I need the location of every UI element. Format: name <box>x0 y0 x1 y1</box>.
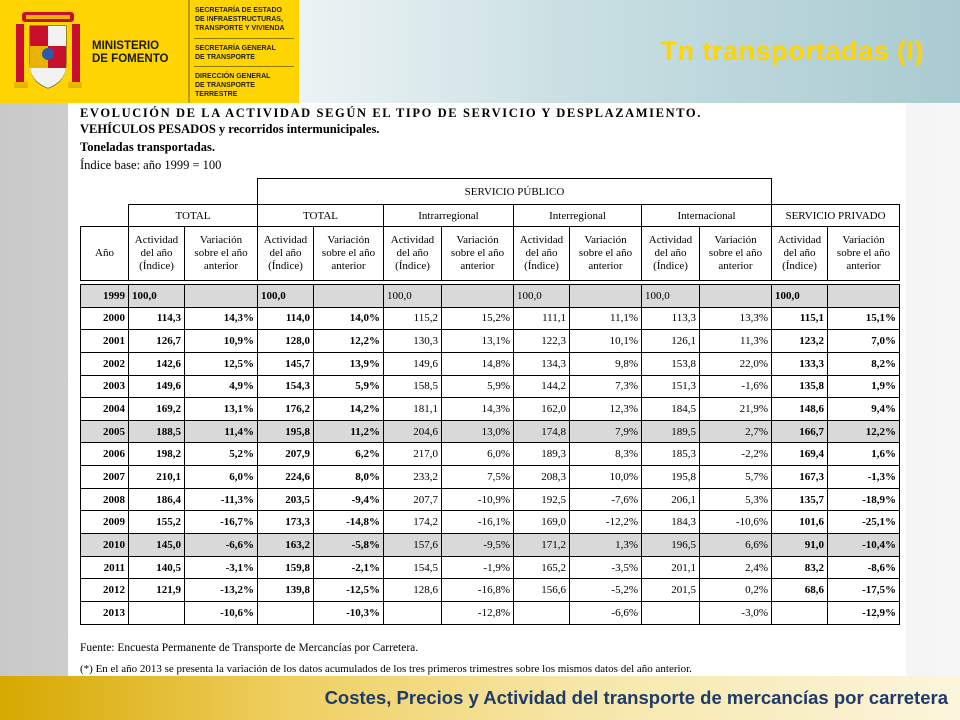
activity-cell: 123,2 <box>772 330 828 353</box>
activity-cell: 140,5 <box>129 556 185 579</box>
activity-cell: 100,0 <box>258 285 314 308</box>
variation-cell: 8,3% <box>570 443 642 466</box>
table-row <box>81 443 900 466</box>
header-band <box>0 0 960 103</box>
variation-cell: 11,3% <box>700 330 772 353</box>
variation-cell: 11,2% <box>314 420 384 443</box>
activity-cell: 208,3 <box>514 466 570 489</box>
variation-cell: 10,9% <box>185 330 258 353</box>
activity-cell: 201,5 <box>642 579 700 602</box>
activity-cell: 122,3 <box>514 330 570 353</box>
activity-cell: 185,3 <box>642 443 700 466</box>
header-servicio-publico: SERVICIO PÚBLICO <box>258 179 772 205</box>
variation-cell: -2,1% <box>314 556 384 579</box>
activity-cell: 100,0 <box>384 285 442 308</box>
year-cell: 2009 <box>81 511 129 534</box>
variation-cell <box>828 285 900 308</box>
header-activity: Actividad del año (Índice) <box>384 227 442 281</box>
activity-cell: 189,5 <box>642 420 700 443</box>
year-cell: 2012 <box>81 579 129 602</box>
activity-cell: 145,0 <box>129 534 185 557</box>
variation-cell: -9,4% <box>314 488 384 511</box>
header-variation: Variación sobre el año anterior <box>700 227 772 281</box>
variation-cell: -1,3% <box>828 466 900 489</box>
header-activity: Actividad del año (Índice) <box>129 227 185 281</box>
activity-cell: 133,3 <box>772 352 828 375</box>
header-servicio-privado: SERVICIO PRIVADO <box>772 205 900 227</box>
header-activity: Actividad del año (Índice) <box>514 227 570 281</box>
table-row <box>81 534 900 557</box>
coat-of-arms-icon <box>12 10 84 92</box>
header-variation: Variación sobre el año anterior <box>570 227 642 281</box>
agency-secretaria-general: SECRETARÍA GENERAL DE TRANSPORTE <box>195 45 276 61</box>
year-cell: 2004 <box>81 398 129 421</box>
activity-cell: 153,8 <box>642 352 700 375</box>
activity-cell: 135,8 <box>772 375 828 398</box>
activity-table <box>80 178 900 625</box>
activity-cell: 91,0 <box>772 534 828 557</box>
activity-cell: 135,7 <box>772 488 828 511</box>
header-internacional: Internacional <box>642 205 772 227</box>
activity-cell: 121,9 <box>129 579 185 602</box>
year-cell: 2006 <box>81 443 129 466</box>
table-row <box>81 579 900 602</box>
header-total: TOTAL <box>258 205 384 227</box>
variation-cell: 21,9% <box>700 398 772 421</box>
variation-cell: -1,6% <box>700 375 772 398</box>
activity-cell: 154,5 <box>384 556 442 579</box>
variation-cell: -25,1% <box>828 511 900 534</box>
variation-cell: 22,0% <box>700 352 772 375</box>
variation-cell: 9,4% <box>828 398 900 421</box>
header-activity: Actividad del año (Índice) <box>772 227 828 281</box>
year-cell: 2008 <box>81 488 129 511</box>
year-cell: 2013 <box>81 601 129 624</box>
activity-cell: 100,0 <box>642 285 700 308</box>
variation-cell: -5,2% <box>570 579 642 602</box>
activity-cell: 195,8 <box>258 420 314 443</box>
activity-cell: 101,6 <box>772 511 828 534</box>
variation-cell: -7,6% <box>570 488 642 511</box>
variation-cell: 14,8% <box>442 352 514 375</box>
variation-cell: -5,8% <box>314 534 384 557</box>
table-row <box>81 488 900 511</box>
activity-cell: 156,6 <box>514 579 570 602</box>
footer-title: Costes, Precios y Actividad del transporte de mercancías por carretera <box>324 687 948 708</box>
variation-cell: 13,0% <box>442 420 514 443</box>
activity-cell: 174,8 <box>514 420 570 443</box>
variation-cell: 0,2% <box>700 579 772 602</box>
activity-cell: 126,1 <box>642 330 700 353</box>
variation-cell: -16,8% <box>442 579 514 602</box>
variation-cell: 2,4% <box>700 556 772 579</box>
activity-cell: 142,6 <box>129 352 185 375</box>
variation-cell: 7,9% <box>570 420 642 443</box>
variation-cell: -1,9% <box>442 556 514 579</box>
document-area <box>68 103 906 676</box>
variation-cell: 7,3% <box>570 375 642 398</box>
year-cell: 2007 <box>81 466 129 489</box>
activity-cell: 130,3 <box>384 330 442 353</box>
variation-cell: 15,1% <box>828 307 900 330</box>
logo-panel <box>0 0 299 103</box>
table-row <box>81 398 900 421</box>
variation-cell: -10,9% <box>442 488 514 511</box>
activity-cell: 145,7 <box>258 352 314 375</box>
variation-cell: -16,7% <box>185 511 258 534</box>
logo-separator <box>188 0 190 103</box>
year-cell: 2000 <box>81 307 129 330</box>
activity-cell <box>514 601 570 624</box>
variation-cell: 13,1% <box>442 330 514 353</box>
activity-cell: 68,6 <box>772 579 828 602</box>
activity-cell: 196,5 <box>642 534 700 557</box>
activity-cell: 201,1 <box>642 556 700 579</box>
variation-cell: -11,3% <box>185 488 258 511</box>
activity-cell: 171,2 <box>514 534 570 557</box>
header-variation: Variación sobre el año anterior <box>314 227 384 281</box>
activity-cell: 126,7 <box>129 330 185 353</box>
activity-cell: 189,3 <box>514 443 570 466</box>
variation-cell <box>442 285 514 308</box>
variation-cell: -10,6% <box>700 511 772 534</box>
activity-cell: 155,2 <box>129 511 185 534</box>
variation-cell: 5,9% <box>442 375 514 398</box>
activity-cell: 139,8 <box>258 579 314 602</box>
footer-band <box>0 676 960 720</box>
activity-cell: 162,0 <box>514 398 570 421</box>
variation-cell: -12,5% <box>314 579 384 602</box>
activity-cell: 169,2 <box>129 398 185 421</box>
table-row <box>81 352 900 375</box>
activity-cell: 157,6 <box>384 534 442 557</box>
source-note: Fuente: Encuesta Permanente de Transporte de Mercancías por Carretera. <box>80 642 419 654</box>
table-row <box>81 466 900 489</box>
activity-cell <box>258 601 314 624</box>
variation-cell: 14,3% <box>442 398 514 421</box>
activity-cell: 207,7 <box>384 488 442 511</box>
activity-cell <box>772 601 828 624</box>
activity-cell: 115,1 <box>772 307 828 330</box>
variation-cell: 8,0% <box>314 466 384 489</box>
variation-cell: -9,5% <box>442 534 514 557</box>
table-row <box>81 285 900 308</box>
activity-cell: 149,6 <box>129 375 185 398</box>
document-heading: EVOLUCIÓN DE LA ACTIVIDAD SEGÚN EL TIPO DE SERVICIO Y DESPLAZAMIENTO. <box>80 106 702 120</box>
activity-cell: 167,3 <box>772 466 828 489</box>
variation-cell: -10,3% <box>314 601 384 624</box>
table-row <box>81 420 900 443</box>
activity-cell: 210,1 <box>129 466 185 489</box>
activity-cell: 158,5 <box>384 375 442 398</box>
activity-cell: 186,4 <box>129 488 185 511</box>
activity-cell: 184,5 <box>642 398 700 421</box>
variation-cell: 11,4% <box>185 420 258 443</box>
variation-cell: -12,8% <box>442 601 514 624</box>
variation-cell: 14,2% <box>314 398 384 421</box>
activity-cell: 169,0 <box>514 511 570 534</box>
activity-cell: 184,3 <box>642 511 700 534</box>
variation-cell: 1,9% <box>828 375 900 398</box>
header-variation: Variación sobre el año anterior <box>442 227 514 281</box>
activity-cell: 148,6 <box>772 398 828 421</box>
activity-cell: 169,4 <box>772 443 828 466</box>
agency-divider <box>194 38 294 39</box>
variation-cell <box>570 285 642 308</box>
activity-cell: 166,7 <box>772 420 828 443</box>
header-activity: Actividad del año (Índice) <box>258 227 314 281</box>
variation-cell: -10,6% <box>185 601 258 624</box>
year-cell: 2005 <box>81 420 129 443</box>
variation-cell: -17,5% <box>828 579 900 602</box>
activity-cell: 206,1 <box>642 488 700 511</box>
activity-cell: 192,5 <box>514 488 570 511</box>
activity-cell: 203,5 <box>258 488 314 511</box>
table-row <box>81 375 900 398</box>
variation-cell: 1,3% <box>570 534 642 557</box>
header-intrarregional: Intrarregional <box>384 205 514 227</box>
activity-cell <box>642 601 700 624</box>
activity-cell: 114,0 <box>258 307 314 330</box>
header-interregional: Interregional <box>514 205 642 227</box>
variation-cell: 12,5% <box>185 352 258 375</box>
variation-cell: -10,4% <box>828 534 900 557</box>
activity-cell: 100,0 <box>772 285 828 308</box>
table-row <box>81 511 900 534</box>
header-activity: Actividad del año (Índice) <box>642 227 700 281</box>
year-cell: 2010 <box>81 534 129 557</box>
year-cell: 2011 <box>81 556 129 579</box>
variation-cell: 13,1% <box>185 398 258 421</box>
variation-cell: 15,2% <box>442 307 514 330</box>
activity-cell: 233,2 <box>384 466 442 489</box>
variation-cell <box>314 285 384 308</box>
activity-cell: 224,6 <box>258 466 314 489</box>
variation-cell: -6,6% <box>185 534 258 557</box>
variation-cell: 12,2% <box>828 420 900 443</box>
variation-cell: -14,8% <box>314 511 384 534</box>
variation-cell: 14,0% <box>314 307 384 330</box>
variation-cell: 2,7% <box>700 420 772 443</box>
header-total-left: TOTAL <box>129 205 258 227</box>
variation-cell: 11,1% <box>570 307 642 330</box>
activity-cell: 204,6 <box>384 420 442 443</box>
variation-cell: -6,6% <box>570 601 642 624</box>
variation-cell: -12,2% <box>570 511 642 534</box>
variation-cell: 6,0% <box>442 443 514 466</box>
variation-cell: 1,6% <box>828 443 900 466</box>
variation-cell: -16,1% <box>442 511 514 534</box>
agency-secretaria-estado: SECRETARÍA DE ESTADO DE INFRAESTRUCTURAS, TRANSPORTE Y VIVIENDA <box>195 7 285 32</box>
activity-cell: 114,3 <box>129 307 185 330</box>
variation-cell: -3,5% <box>570 556 642 579</box>
variation-cell: -8,6% <box>828 556 900 579</box>
variation-cell: -2,2% <box>700 443 772 466</box>
variation-cell: 8,2% <box>828 352 900 375</box>
variation-cell: 7,0% <box>828 330 900 353</box>
activity-cell: 173,3 <box>258 511 314 534</box>
table-row <box>81 307 900 330</box>
activity-cell: 100,0 <box>514 285 570 308</box>
page-title: Tn transportadas (I) <box>660 36 924 66</box>
document-index-base: Índice base: año 1999 = 100 <box>80 158 222 172</box>
variation-cell: -18,9% <box>828 488 900 511</box>
variation-cell: 10,0% <box>570 466 642 489</box>
activity-cell: 165,2 <box>514 556 570 579</box>
variation-cell: 5,9% <box>314 375 384 398</box>
variation-cell: 5,7% <box>700 466 772 489</box>
variation-cell: 6,6% <box>700 534 772 557</box>
variation-cell: 14,3% <box>185 307 258 330</box>
activity-cell: 134,3 <box>514 352 570 375</box>
activity-cell: 144,2 <box>514 375 570 398</box>
activity-cell: 111,1 <box>514 307 570 330</box>
variation-cell: 12,3% <box>570 398 642 421</box>
activity-cell: 174,2 <box>384 511 442 534</box>
activity-cell <box>129 601 185 624</box>
variation-cell <box>185 285 258 308</box>
variation-cell <box>700 285 772 308</box>
variation-cell: 6,0% <box>185 466 258 489</box>
year-cell: 1999 <box>81 285 129 308</box>
activity-cell: 181,1 <box>384 398 442 421</box>
activity-cell <box>384 601 442 624</box>
variation-cell: -3,1% <box>185 556 258 579</box>
header-variation: Variación sobre el año anterior <box>185 227 258 281</box>
document-unit-label: Toneladas transportadas. <box>80 140 215 154</box>
variation-cell: 5,3% <box>700 488 772 511</box>
activity-cell: 195,8 <box>642 466 700 489</box>
agency-direccion-general: DIRECCIÓN GENERAL DE TRANSPORTE TERRESTRE <box>195 73 271 98</box>
document-subheading: VEHÍCULOS PESADOS y recorridos intermunicipales. <box>80 122 380 136</box>
header-variation: Variación sobre el año anterior <box>828 227 900 281</box>
year-cell: 2001 <box>81 330 129 353</box>
activity-cell: 176,2 <box>258 398 314 421</box>
variation-cell: 13,9% <box>314 352 384 375</box>
variation-cell: 12,2% <box>314 330 384 353</box>
activity-cell: 217,0 <box>384 443 442 466</box>
variation-cell: -12,9% <box>828 601 900 624</box>
variation-cell: 4,9% <box>185 375 258 398</box>
variation-cell: 6,2% <box>314 443 384 466</box>
table-row <box>81 601 900 624</box>
activity-cell: 154,3 <box>258 375 314 398</box>
table-body <box>81 285 900 625</box>
activity-cell: 128,6 <box>384 579 442 602</box>
variation-cell: -13,2% <box>185 579 258 602</box>
activity-cell: 128,0 <box>258 330 314 353</box>
year-cell: 2002 <box>81 352 129 375</box>
year-cell: 2003 <box>81 375 129 398</box>
footnote: (*) En el año 2013 se presenta la variación de los datos acumulados de los tres primeros trimestres sobre los mismos datos del año anterior. <box>80 663 692 675</box>
activity-cell: 207,9 <box>258 443 314 466</box>
variation-cell: -3,0% <box>700 601 772 624</box>
variation-cell: 9,8% <box>570 352 642 375</box>
activity-cell: 188,5 <box>129 420 185 443</box>
activity-cell: 100,0 <box>129 285 185 308</box>
activity-cell: 113,3 <box>642 307 700 330</box>
activity-cell: 198,2 <box>129 443 185 466</box>
variation-cell: 13,3% <box>700 307 772 330</box>
ministry-name: MINISTERIO DE FOMENTO <box>92 40 169 65</box>
variation-cell: 10,1% <box>570 330 642 353</box>
variation-cell: 7,5% <box>442 466 514 489</box>
activity-cell: 115,2 <box>384 307 442 330</box>
agency-divider <box>194 66 294 67</box>
table-row <box>81 330 900 353</box>
header-year: Año <box>81 227 129 281</box>
activity-cell: 149,6 <box>384 352 442 375</box>
variation-cell: 5,2% <box>185 443 258 466</box>
activity-cell: 159,8 <box>258 556 314 579</box>
activity-cell: 83,2 <box>772 556 828 579</box>
table-row <box>81 556 900 579</box>
activity-cell: 151,3 <box>642 375 700 398</box>
activity-cell: 163,2 <box>258 534 314 557</box>
